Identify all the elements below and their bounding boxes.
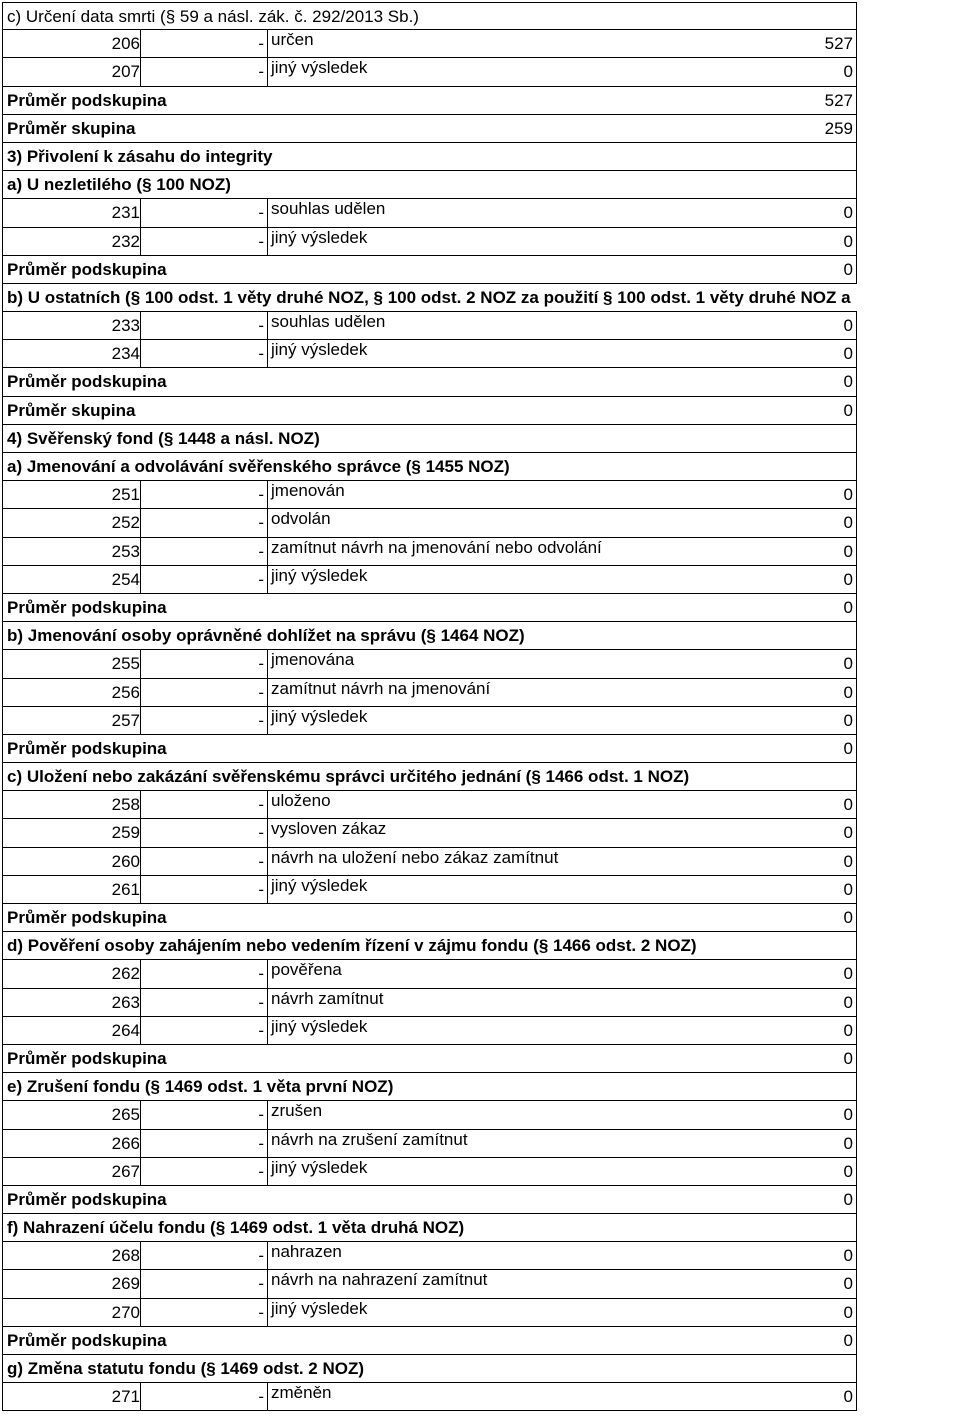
section-label: d) Pověření osoby zahájením nebo vedením řízení v zájmu fondu (§ 1466 odst. 2 NOZ) [7, 936, 697, 956]
row-value: 0 [843, 1020, 853, 1040]
row-code: 255 [3, 650, 141, 678]
row-label: uloženo [271, 791, 331, 811]
table-row [2, 791, 857, 819]
table-row [2, 1017, 857, 1045]
row-dash: - [140, 876, 268, 904]
summary-label: Průměr podskupina [7, 372, 167, 392]
section-label: c) Určení data smrti (§ 59 a násl. zák. č. 292/2013 Sb.) [7, 7, 419, 26]
row-value: 0 [843, 1161, 853, 1181]
table-row [2, 312, 857, 340]
row-label: zamítnut návrh na jmenování [271, 678, 491, 698]
row-label: jiný výsledek [271, 1016, 368, 1036]
summary-row [2, 368, 857, 396]
row-dash: - [140, 481, 268, 509]
row-dash: - [140, 199, 268, 227]
row-dash: - [140, 989, 268, 1017]
summary-label: Průměr podskupina [7, 908, 167, 927]
summary-row [2, 594, 857, 622]
row-label: návrh zamítnut [271, 988, 384, 1008]
row-label: jiný výsledek [271, 227, 368, 247]
row-label: souhlas udělen [271, 199, 386, 219]
row-label: jmenována [271, 650, 355, 670]
row-label: návrh na nahrazení zamítnut [271, 1270, 488, 1290]
section-header [2, 1355, 857, 1383]
summary-label: Průměr skupina [7, 118, 136, 138]
summary-label: Průměr podskupina [7, 1330, 167, 1350]
row-value: 0 [843, 1246, 853, 1266]
summary-row [2, 735, 857, 763]
row-label: jiný výsledek [271, 1157, 368, 1177]
table-row [2, 538, 857, 566]
table-row [2, 1158, 857, 1186]
row-label: vysloven zákaz [271, 819, 387, 839]
summary-value: 0 [843, 1048, 853, 1068]
row-dash: - [140, 960, 268, 988]
summary-row [2, 397, 857, 425]
row-label: určen [271, 30, 314, 50]
section-label: a) Jmenování a odvolávání svěřenského správce (§ 1455 NOZ) [7, 457, 510, 476]
row-value: 0 [843, 203, 853, 223]
row-dash: - [140, 58, 268, 86]
row-value: 0 [843, 654, 853, 674]
row-code: 259 [3, 819, 141, 847]
row-dash: - [140, 340, 268, 368]
row-code: 260 [3, 848, 141, 876]
row-value: 0 [843, 344, 853, 364]
row-label: nahrazen [271, 1242, 342, 1262]
summary-row [2, 1327, 857, 1355]
row-value: 0 [843, 1133, 853, 1153]
row-value: 0 [843, 485, 853, 505]
row-label: jiný výsledek [271, 875, 368, 895]
row-code: 265 [3, 1101, 141, 1129]
section-label: e) Zrušení fondu (§ 1469 odst. 1 věta první NOZ) [7, 1077, 394, 1097]
section-label: g) Změna statutu fondu (§ 1469 odst. 2 NOZ) [7, 1359, 365, 1378]
row-code: 252 [3, 509, 141, 537]
table-row [2, 707, 857, 735]
row-dash: - [140, 30, 268, 58]
row-code: 262 [3, 960, 141, 988]
row-dash: - [140, 679, 268, 707]
row-label: odvolán [271, 509, 331, 529]
row-code: 263 [3, 989, 141, 1017]
row-dash: - [140, 1383, 268, 1411]
row-code: 264 [3, 1017, 141, 1045]
row-value: 0 [843, 231, 853, 251]
row-code: 257 [3, 707, 141, 735]
summary-value: 0 [843, 738, 853, 758]
summary-label: Průměr podskupina [7, 90, 167, 110]
row-value: 0 [843, 513, 853, 533]
table-row [2, 566, 857, 594]
section-header [2, 763, 857, 791]
section-label: f) Nahrazení účelu fondu (§ 1469 odst. 1 věta druhá NOZ) [7, 1218, 465, 1238]
row-value: 0 [843, 879, 853, 899]
row-dash: - [140, 228, 268, 256]
row-value: 0 [843, 569, 853, 589]
section-header [2, 932, 857, 960]
row-label: jiný výsledek [271, 706, 368, 726]
row-dash: - [140, 1158, 268, 1186]
summary-value: 0 [843, 372, 853, 392]
row-dash: - [140, 791, 268, 819]
row-dash: - [140, 566, 268, 594]
summary-row [2, 904, 857, 932]
table-row [2, 848, 857, 876]
table-row [2, 340, 857, 368]
summary-label: Průměr podskupina [7, 1048, 167, 1068]
summary-value: 527 [824, 90, 853, 110]
row-dash: - [140, 1130, 268, 1158]
table-row [2, 30, 857, 58]
row-label: jmenován [271, 481, 345, 501]
summary-value: 0 [843, 1330, 853, 1350]
row-code: 267 [3, 1158, 141, 1186]
section-header [2, 425, 857, 453]
row-dash: - [140, 819, 268, 847]
section-label: b) U ostatních (§ 100 odst. 1 věty druhé NOZ, § 100 odst. 2 NOZ za použití § 100 odst. 1 věty druhé NOZ a [7, 287, 851, 307]
row-label: jiný výsledek [271, 565, 368, 585]
row-value: 0 [843, 964, 853, 984]
summary-value: 0 [843, 597, 853, 617]
row-dash: - [140, 1242, 268, 1270]
row-dash: - [140, 1299, 268, 1327]
row-label: návrh na zrušení zamítnut [271, 1129, 468, 1149]
row-code: 233 [3, 312, 141, 340]
table-row [2, 1383, 857, 1411]
row-value: 0 [843, 1302, 853, 1322]
row-value: 0 [843, 541, 853, 561]
row-code: 207 [3, 58, 141, 86]
row-code: 234 [3, 340, 141, 368]
row-dash: - [140, 1017, 268, 1045]
row-code: 256 [3, 679, 141, 707]
row-label: jiný výsledek [271, 1298, 368, 1318]
row-label: změněn [271, 1383, 332, 1403]
section-header [2, 622, 857, 650]
summary-label: Průměr skupina [7, 400, 136, 420]
row-code: 271 [3, 1383, 141, 1411]
table-row [2, 989, 857, 1017]
row-code: 231 [3, 199, 141, 227]
section-label: 3) Přivolení k zásahu do integrity [7, 146, 273, 166]
row-label: jiný výsledek [271, 58, 368, 78]
row-label: souhlas udělen [271, 312, 386, 332]
table-row [2, 481, 857, 509]
row-code: 232 [3, 228, 141, 256]
summary-value: 0 [843, 400, 853, 420]
summary-value: 0 [843, 259, 853, 279]
section-header [2, 1073, 857, 1101]
section-label: 4) Svěřenský fond (§ 1448 a násl. NOZ) [7, 428, 320, 448]
row-dash: - [140, 650, 268, 678]
summary-label: Průměr podskupina [7, 259, 167, 279]
summary-label: Průměr podskupina [7, 1189, 167, 1209]
row-label: jiný výsledek [271, 340, 368, 360]
table-row [2, 679, 857, 707]
row-code: 253 [3, 538, 141, 566]
statistics-table [2, 2, 857, 1411]
row-code: 251 [3, 481, 141, 509]
row-dash: - [140, 312, 268, 340]
table-row [2, 960, 857, 988]
section-header [2, 143, 857, 171]
summary-row [2, 1186, 857, 1214]
row-dash: - [140, 1270, 268, 1298]
row-value: 0 [843, 710, 853, 730]
section-header [2, 1214, 857, 1242]
row-dash: - [140, 707, 268, 735]
row-value: 0 [843, 62, 853, 82]
summary-value: 259 [824, 118, 853, 138]
row-value: 0 [843, 1105, 853, 1125]
section-header [2, 171, 857, 199]
row-value: 0 [843, 823, 853, 843]
row-code: 258 [3, 791, 141, 819]
row-label: návrh na uložení nebo zákaz zamítnut [271, 847, 559, 867]
row-code: 268 [3, 1242, 141, 1270]
row-dash: - [140, 538, 268, 566]
row-value: 0 [843, 1387, 853, 1407]
row-value: 0 [843, 316, 853, 336]
row-label: zrušen [271, 1101, 323, 1121]
section-title [2, 2, 857, 30]
summary-label: Průměr podskupina [7, 738, 167, 758]
row-code: 261 [3, 876, 141, 904]
row-dash: - [140, 848, 268, 876]
section-label: c) Uložení nebo zakázání svěřenskému správci určitého jednání (§ 1466 odst. 1 NOZ) [7, 767, 690, 787]
summary-row [2, 1045, 857, 1073]
row-value: 527 [824, 34, 853, 54]
section-label: b) Jmenování osoby oprávněné dohlížet na správu (§ 1464 NOZ) [7, 626, 525, 646]
summary-value: 0 [843, 1189, 853, 1209]
summary-label: Průměr podskupina [7, 597, 167, 617]
summary-row [2, 87, 857, 115]
table-row [2, 228, 857, 256]
table-row [2, 199, 857, 227]
row-label: pověřena [271, 960, 342, 980]
row-code: 206 [3, 30, 141, 58]
section-label: a) U nezletilého (§ 100 NOZ) [7, 175, 231, 195]
row-value: 0 [843, 682, 853, 702]
row-code: 269 [3, 1270, 141, 1298]
table-row [2, 876, 857, 904]
table-row [2, 1130, 857, 1158]
row-value: 0 [843, 795, 853, 815]
row-dash: - [140, 1101, 268, 1129]
row-code: 266 [3, 1130, 141, 1158]
row-code: 254 [3, 566, 141, 594]
summary-row [2, 256, 857, 284]
table-row [2, 58, 857, 86]
summary-row [2, 115, 857, 143]
row-value: 0 [843, 851, 853, 871]
section-header [2, 453, 857, 481]
row-dash: - [140, 509, 268, 537]
row-value: 0 [843, 992, 853, 1012]
row-value: 0 [843, 1274, 853, 1294]
table-row [2, 1270, 857, 1298]
table-row [2, 1299, 857, 1327]
row-label: zamítnut návrh na jmenování nebo odvolání [271, 537, 602, 557]
section-header [2, 284, 857, 312]
summary-value: 0 [843, 908, 853, 927]
row-code: 270 [3, 1299, 141, 1327]
